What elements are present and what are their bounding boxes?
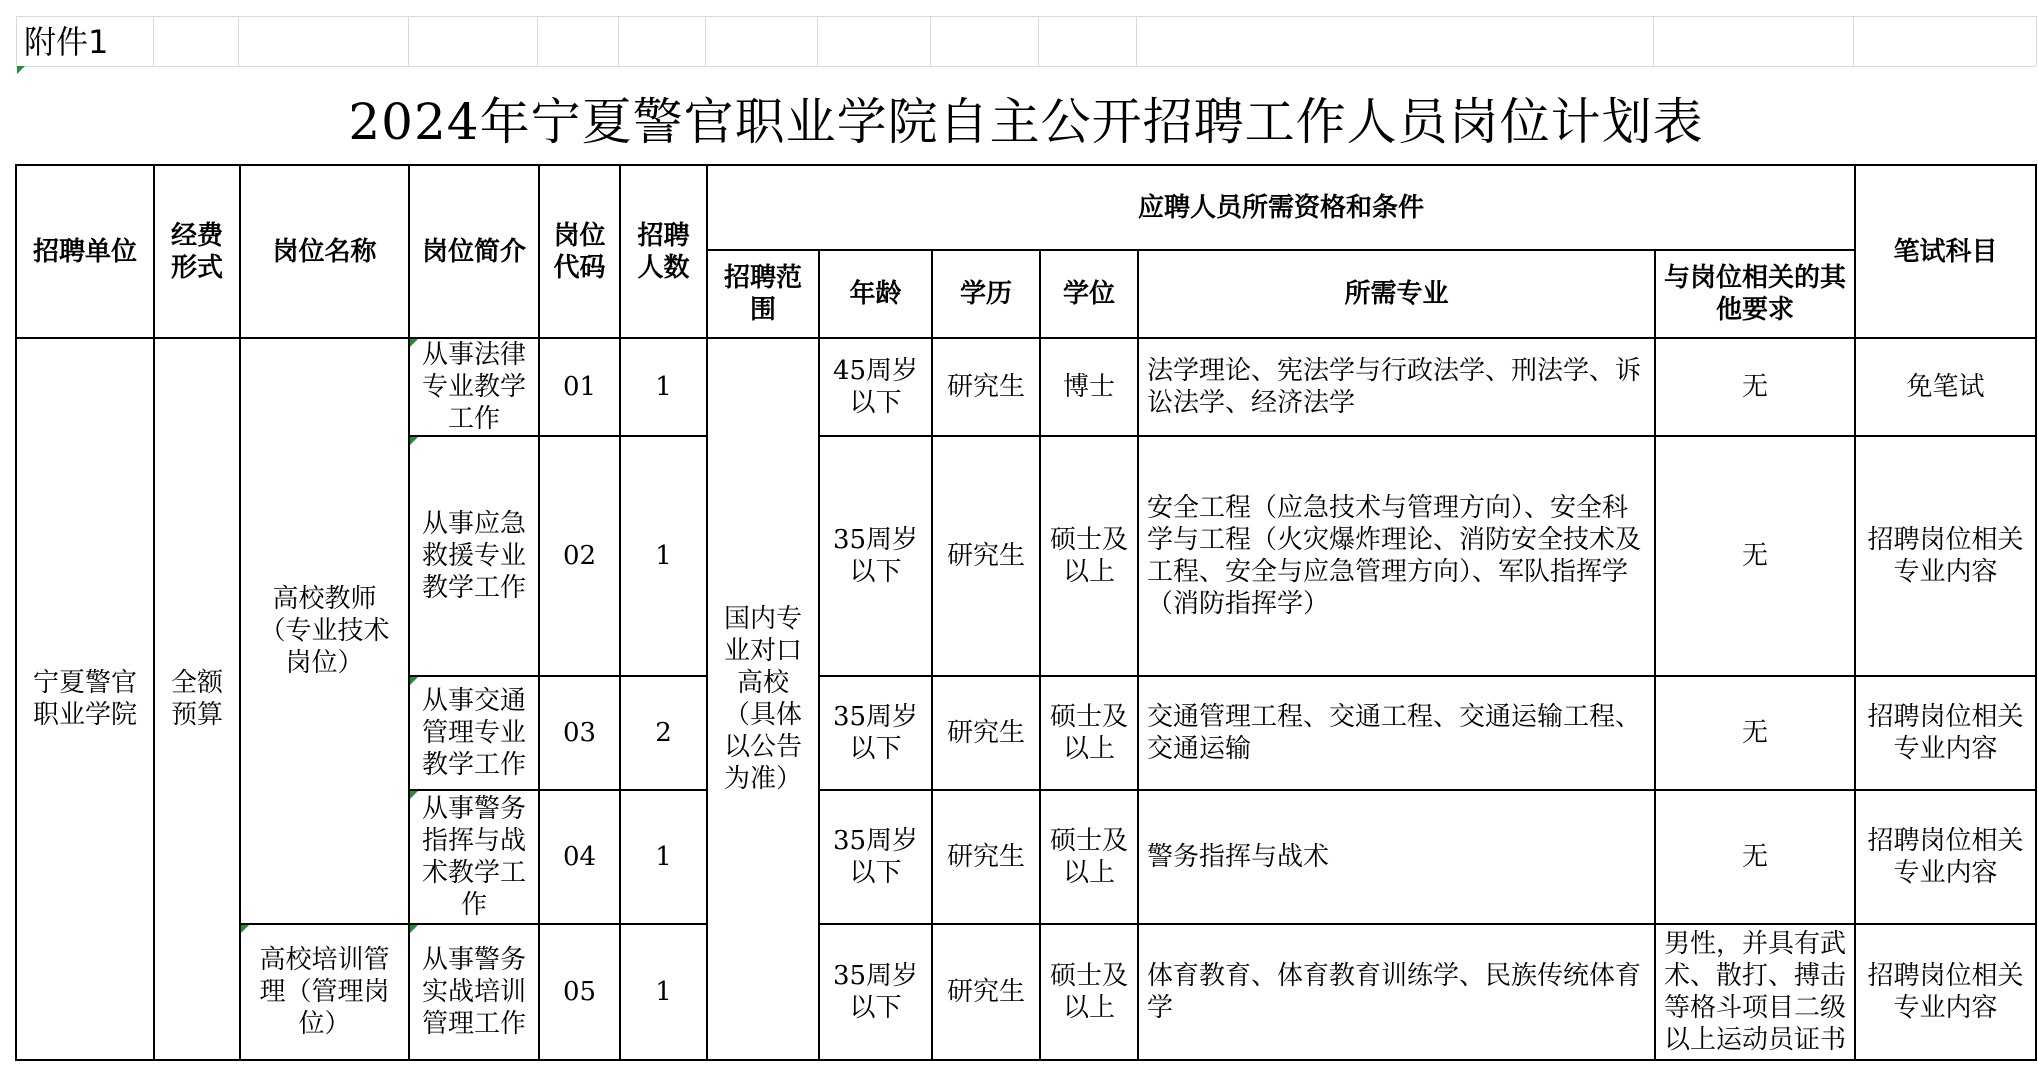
education-cell: 研究生 <box>932 676 1040 790</box>
header-degree: 学位 <box>1040 250 1138 338</box>
exam-cell: 招聘岗位相关专业内容 <box>1855 924 2036 1060</box>
education-cell: 研究生 <box>932 790 1040 924</box>
unit-cell: 宁夏警官职业学院 <box>16 338 154 1060</box>
header-education: 学历 <box>932 250 1040 338</box>
position-name-cell: 高校培训管理（管理岗位） <box>240 924 409 1060</box>
header-major: 所需专业 <box>1138 250 1655 338</box>
age-cell: 45周岁以下 <box>819 338 932 436</box>
exam-cell: 招聘岗位相关专业内容 <box>1855 436 2036 676</box>
other-cell: 无 <box>1655 338 1855 436</box>
comment-marker <box>17 66 25 74</box>
education-cell: 研究生 <box>932 924 1040 1060</box>
count-cell: 2 <box>620 676 707 790</box>
header-other: 与岗位相关的其他要求 <box>1655 250 1855 338</box>
age-cell: 35周岁以下 <box>819 436 932 676</box>
degree-cell: 硕士及以上 <box>1040 436 1138 676</box>
position-code-cell: 05 <box>539 924 620 1060</box>
degree-cell: 硕士及以上 <box>1040 790 1138 924</box>
other-cell: 无 <box>1655 676 1855 790</box>
degree-cell: 博士 <box>1040 338 1138 436</box>
position-code-cell: 03 <box>539 676 620 790</box>
count-cell: 1 <box>620 338 707 436</box>
spreadsheet-gridlines <box>0 0 2038 70</box>
header-count: 招聘人数 <box>620 165 707 338</box>
header-funding: 经费形式 <box>154 165 240 338</box>
exam-cell: 招聘岗位相关专业内容 <box>1855 676 2036 790</box>
header-exam: 笔试科目 <box>1855 165 2036 338</box>
position-name-cell: 高校教师（专业技术岗位） <box>240 338 409 924</box>
degree-cell: 硕士及以上 <box>1040 676 1138 790</box>
degree-cell: 硕士及以上 <box>1040 924 1138 1060</box>
header-position-name: 岗位名称 <box>240 165 409 338</box>
position-desc-cell: 从事警务指挥与战术教学工作 <box>409 790 539 924</box>
exam-cell: 招聘岗位相关专业内容 <box>1855 790 2036 924</box>
table-row <box>16 924 2036 1060</box>
age-cell: 35周岁以下 <box>819 924 932 1060</box>
position-code-cell: 01 <box>539 338 620 436</box>
major-cell: 警务指挥与战术 <box>1138 790 1655 924</box>
header-row-1 <box>16 165 2036 250</box>
position-desc-cell: 从事警务实战培训管理工作 <box>409 924 539 1060</box>
position-desc-cell: 从事应急救援专业教学工作 <box>409 436 539 676</box>
major-cell: 法学理论、宪法学与行政法学、刑法学、诉讼法学、经济法学 <box>1138 338 1655 436</box>
count-cell: 1 <box>620 436 707 676</box>
other-cell: 无 <box>1655 790 1855 924</box>
recruitment-plan-table <box>15 164 2037 1061</box>
page-title: 2024年宁夏警官职业学院自主公开招聘工作人员岗位计划表 <box>348 93 1704 151</box>
header-scope: 招聘范围 <box>707 250 819 338</box>
major-cell: 交通管理工程、交通工程、交通运输工程、交通运输 <box>1138 676 1655 790</box>
scope-cell: 国内专业对口高校（具体以公告为准） <box>707 338 819 1060</box>
exam-cell: 免笔试 <box>1855 338 2036 436</box>
appendix-label: 附件1 <box>24 23 109 61</box>
count-cell: 1 <box>620 924 707 1060</box>
education-cell: 研究生 <box>932 338 1040 436</box>
count-cell: 1 <box>620 790 707 924</box>
position-desc-cell: 从事交通管理专业教学工作 <box>409 676 539 790</box>
education-cell: 研究生 <box>932 436 1040 676</box>
major-cell: 安全工程（应急技术与管理方向）、安全科学与工程（火灾爆炸理论、消防安全技术及工程、安全与应急管理方向）、军队指挥学（消防指挥学） <box>1138 436 1655 676</box>
table-row <box>16 338 2036 436</box>
position-code-cell: 04 <box>539 790 620 924</box>
header-qualifications: 应聘人员所需资格和条件 <box>707 165 1855 250</box>
header-age: 年龄 <box>819 250 932 338</box>
age-cell: 35周岁以下 <box>819 790 932 924</box>
funding-cell: 全额预算 <box>154 338 240 1060</box>
age-cell: 35周岁以下 <box>819 676 932 790</box>
position-code-cell: 02 <box>539 436 620 676</box>
other-cell: 无 <box>1655 436 1855 676</box>
other-cell: 男性，并具有武术、散打、搏击等格斗项目二级以上运动员证书 <box>1655 924 1855 1060</box>
major-cell: 体育教育、体育教育训练学、民族传统体育学 <box>1138 924 1655 1060</box>
position-desc-cell: 从事法律专业教学工作 <box>409 338 539 436</box>
header-unit: 招聘单位 <box>16 165 154 338</box>
header-position-desc: 岗位简介 <box>409 165 539 338</box>
header-position-code: 岗位代码 <box>539 165 620 338</box>
